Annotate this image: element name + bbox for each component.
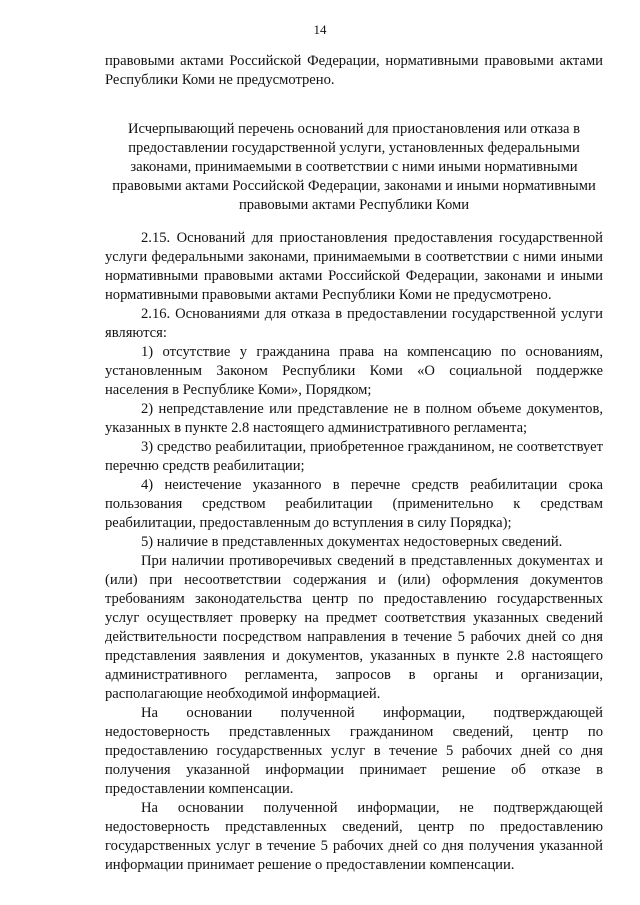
grant-decision-paragraph: На основании полученной информации, не подтверждающей недостоверность представленных сведений, центр по предоставлению государственных услуг в течение 5 рабочих дней со дня получения указанной информации принимает решение о предоставлении компенсации. [105, 800, 603, 873]
verification-paragraph: При наличии противоречивых сведений в представленных документах и (или) при несоответствии содержания и (или) оформления документов требованиям законодательства центр по предоставлению государственных услуг осуществляет проверку на предмет соответствия указанных сведений действительности посредством направления в течение 5 рабочих дней со дня представления заявления и документов, указанных в пункте 2.8 настоящего административного регламента, запросов в органы и организации, располагающие необходимой информацией. [105, 553, 603, 702]
list-item-5: 5) наличие в представленных документах недостоверных сведений. [141, 534, 563, 550]
document-body [105, 52, 603, 875]
paragraph-2-16: 2.16. Основаниями для отказа в предоставлении государственной услуги являются: [105, 306, 603, 341]
paragraph-2-15: 2.15. Оснований для приостановления предоставления государственной услуги федеральными законами, принимаемыми в соответствии с ними иными нормативными правовыми актами Российской Федерации, законами и иными нормативными правовыми актами Республики Коми не предусмотрено. [105, 230, 603, 303]
list-item-2: 2) непредставление или представление не в полном объеме документов, указанных в пункте 2.8 настоящего административного регламента; [105, 401, 603, 436]
list-item-1: 1) отсутствие у гражданина права на компенсацию по основаниям, установленным Законом Республики Коми «О социальной поддержке населения в Республике Коми», Порядком; [105, 344, 603, 398]
page-number: 14 [313, 22, 327, 37]
intro-paragraph: правовыми актами Российской Федерации, нормативными правовыми актами Республики Коми не предусмотрено. [105, 53, 603, 88]
list-item-4: 4) неистечение указанного в перечне средств реабилитации срока пользования средством реабилитации (применительно к средствам реабилитации, предоставленным до вступления в силу Порядка); [105, 477, 603, 531]
list-item-3: 3) средство реабилитации, приобретенное гражданином, не соответствует перечню средств реабилитации; [105, 439, 603, 474]
section-heading: Исчерпывающий перечень оснований для приостановления или отказа в предоставлении государственной услуги, установленных федеральными законами, принимаемыми в соответствии с ними иными нормативными правовыми актами Российской Федерации, законами и иными нормативными правовыми актами Республики Коми [112, 121, 596, 213]
refusal-decision-paragraph: На основании полученной информации, подтверждающей недостоверность представленных гражданином сведений, центр по предоставлению государственных услуг в течение 5 рабочих дней со дня получения указанной информации принимает решение об отказе в предоставлении компенсации. [105, 705, 603, 797]
